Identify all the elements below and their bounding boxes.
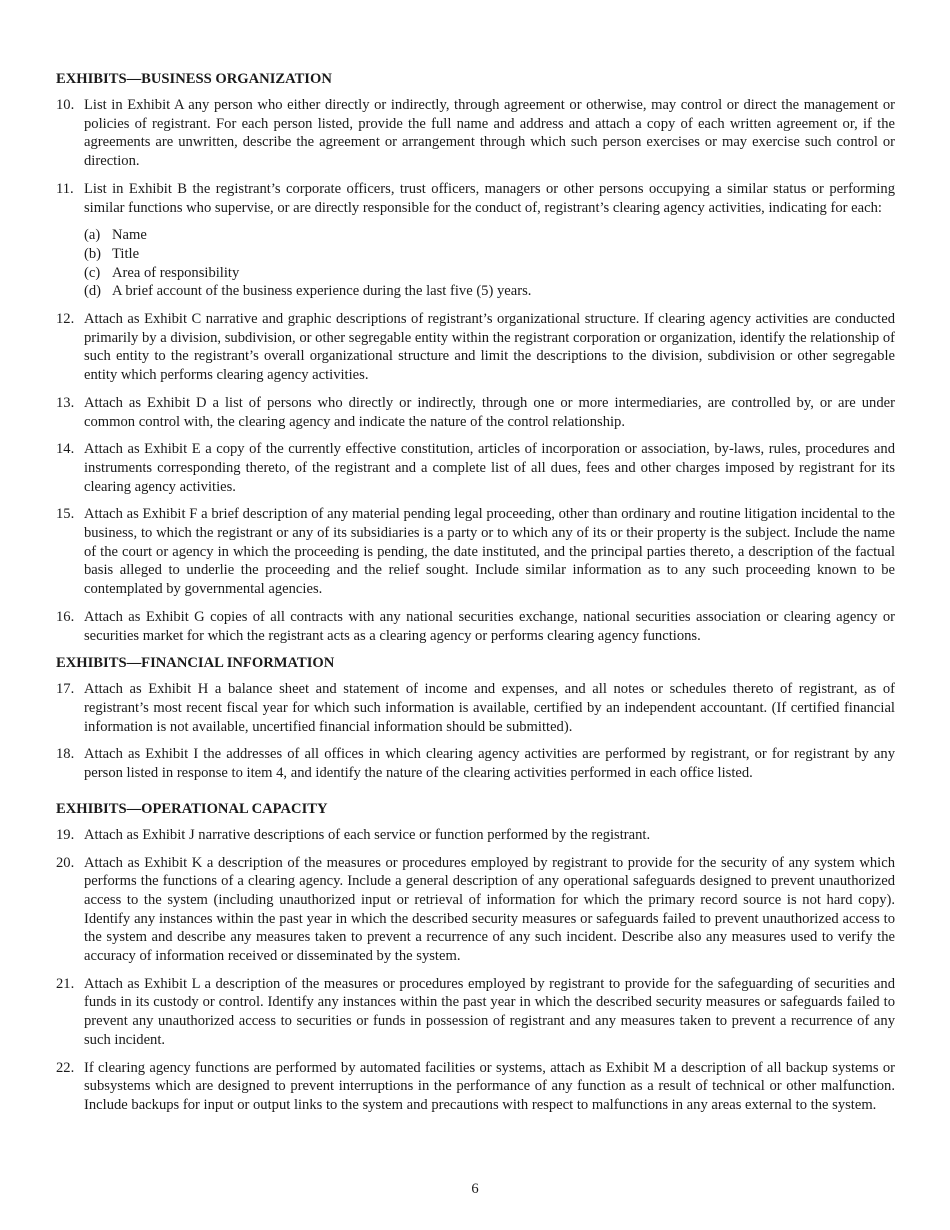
item-text: List in Exhibit B the registrant’s corporate officers, trust officers, managers or other persons occupying a similar status or performing similar functions who supervise, or are directly responsible for the conduct of, registrant’s clearing agency activities, indicating for each: <box>84 180 895 216</box>
subitem-b <box>84 245 895 264</box>
document-body <box>56 70 895 1124</box>
page-number: 6 <box>471 1181 479 1197</box>
item-text: Attach as Exhibit H a balance sheet and statement of income and expenses, and all notes or schedules thereto of registrant, as of registrant’s most recent fiscal year for which such information is available, certified by an independent accountant. (If certified financial information is not available, uncertified financial information should be submitted). <box>84 681 895 735</box>
item-20 <box>56 854 895 966</box>
subitem-text: Title <box>112 245 140 262</box>
subitem-letter: (c) <box>84 264 101 281</box>
item-text: If clearing agency functions are performed by automated facilities or systems, attach as Exhibit M a description of all backup systems or subsystems which are designed to prevent interruptions in the performance of any function as a result of technical or other malfunction. Include backups for input or output links to the system and precautions with respect to malfunctions in any areas external to the system. <box>84 1059 895 1113</box>
subitem-letter: (a) <box>84 227 101 244</box>
item-text: Attach as Exhibit I the addresses of all offices in which clearing agency activities are performed by registrant, or for registrant by any person listed in response to item 4, and identify the nature of the clearing activities performed in each office listed. <box>84 746 895 782</box>
item-number: 20. <box>56 854 75 871</box>
item-text: Attach as Exhibit G copies of all contracts with any national securities exchange, national securities association or clearing agency or securities market for which the registrant acts as a clearing agency or performs clearing agency functions. <box>84 608 895 644</box>
item-number: 17. <box>56 681 75 698</box>
item-17 <box>56 680 895 736</box>
subitem-list <box>84 226 895 301</box>
item-number: 19. <box>56 826 75 843</box>
item-12 <box>56 310 895 385</box>
item-number: 21. <box>56 975 75 992</box>
item-text: Attach as Exhibit E a copy of the currently effective constitution, articles of incorporation or association, by-laws, rules, procedures and instruments corresponding thereto, of the registrant and a complete list of all dues, fees and other charges imposed by registrant for its clearing agency activities. <box>84 441 895 495</box>
item-number: 11. <box>56 180 74 197</box>
section-heading: EXHIBITS—FINANCIAL INFORMATION <box>56 655 335 672</box>
item-22 <box>56 1059 895 1115</box>
item-number: 22. <box>56 1059 75 1076</box>
item-text: Attach as Exhibit C narrative and graphic descriptions of registrant’s organizational structure. If clearing agency activities are conducted primarily by a division, subdivision, or other segregable entity within the registrant corporation or organization, identify the relationship of such entity to the registrant’s overall organizational structure and limit the descriptions to the division, subdivision or other segregable entity which performs clearing agency activities. <box>84 311 895 384</box>
item-text: List in Exhibit A any person who either directly or indirectly, through agreement or otherwise, may control or direct the management or policies of registrant. For each person listed, provide the full name and address and attach a copy of each written agreement or, if the agreements are unwritten, describe the agreement or arrangement through which such person exercises or may exercise such control or direction. <box>84 97 895 170</box>
subitem-text: A brief account of the business experience during the last five (5) years. <box>112 283 532 300</box>
section-business-organization <box>56 70 895 645</box>
subitem-text: Area of responsibility <box>112 264 240 281</box>
item-19 <box>56 826 895 845</box>
item-text: Attach as Exhibit F a brief description of any material pending legal proceeding, other than ordinary and routine litigation incidental to the business, to which the registrant or any of its subsidiaries is a party or to which any of its or their property is the subject. Include the name of the court or agency in which the proceeding is pending, the date instituted, and the principal parties thereto, a description of the factual basis alleged to underlie the proceeding and the relief sought. Include similar information as to any such proceeding known to be contemplated by governmental agencies. <box>84 506 895 598</box>
subitem-d <box>84 282 895 301</box>
item-number: 10. <box>56 97 75 113</box>
section-heading: EXHIBITS—BUSINESS ORGANIZATION <box>56 71 332 87</box>
item-14 <box>56 440 895 496</box>
item-number: 12. <box>56 311 75 328</box>
item-text: Attach as Exhibit L a description of the measures or procedures employed by registrant to provide for the safeguarding of securities and funds in its custody or control. Identify any instances within the past year in which the described security measures or safeguards failed to prevent any unauthorized access to securities or funds in possession of registrant and any measures taken to prevent a recurrence of any such incident. <box>84 975 895 1048</box>
item-16 <box>56 608 895 645</box>
subitem-text: Name <box>112 227 147 244</box>
item-21 <box>56 975 895 1050</box>
section-operational-capacity <box>56 800 895 1115</box>
subitem-letter: (d) <box>84 283 102 300</box>
item-11 <box>56 180 895 301</box>
section-heading: EXHIBITS—OPERATIONAL CAPACITY <box>56 800 328 817</box>
item-10 <box>56 96 895 171</box>
item-15 <box>56 505 895 599</box>
item-text: Attach as Exhibit K a description of the measures or procedures employed by registrant to provide for the security of any system which performs the functions of a clearing agency. Include a general description of any operational safeguards designed to prevent unauthorized access to the system (including unauthorized input or retrieval of information for which the primary record source is not hard copy). Identify any instances within the past year in which the described security measures or safeguards failed to prevent unauthorized access to the system and describe any measures taken to prevent a recurrence of any such incident. Describe also any measures used to verify the accuracy of information received or disseminated by the system. <box>84 854 895 965</box>
subitem-c <box>84 264 895 283</box>
item-number: 13. <box>56 394 75 411</box>
item-number: 18. <box>56 746 75 763</box>
item-number: 16. <box>56 608 75 625</box>
item-number: 14. <box>56 441 75 458</box>
item-text: Attach as Exhibit J narrative descriptions of each service or function performed by the registrant. <box>84 826 651 843</box>
subitem-letter: (b) <box>84 245 102 262</box>
item-13 <box>56 394 895 431</box>
item-number: 15. <box>56 506 75 523</box>
subitem-a <box>84 226 895 245</box>
item-18 <box>56 745 895 782</box>
section-financial-information <box>56 654 895 783</box>
item-text: Attach as Exhibit D a list of persons who directly or indirectly, through one or more intermediaries, are controlled by, or are under common control with, the clearing agency and indicate the nature of the control relationship. <box>84 394 895 430</box>
